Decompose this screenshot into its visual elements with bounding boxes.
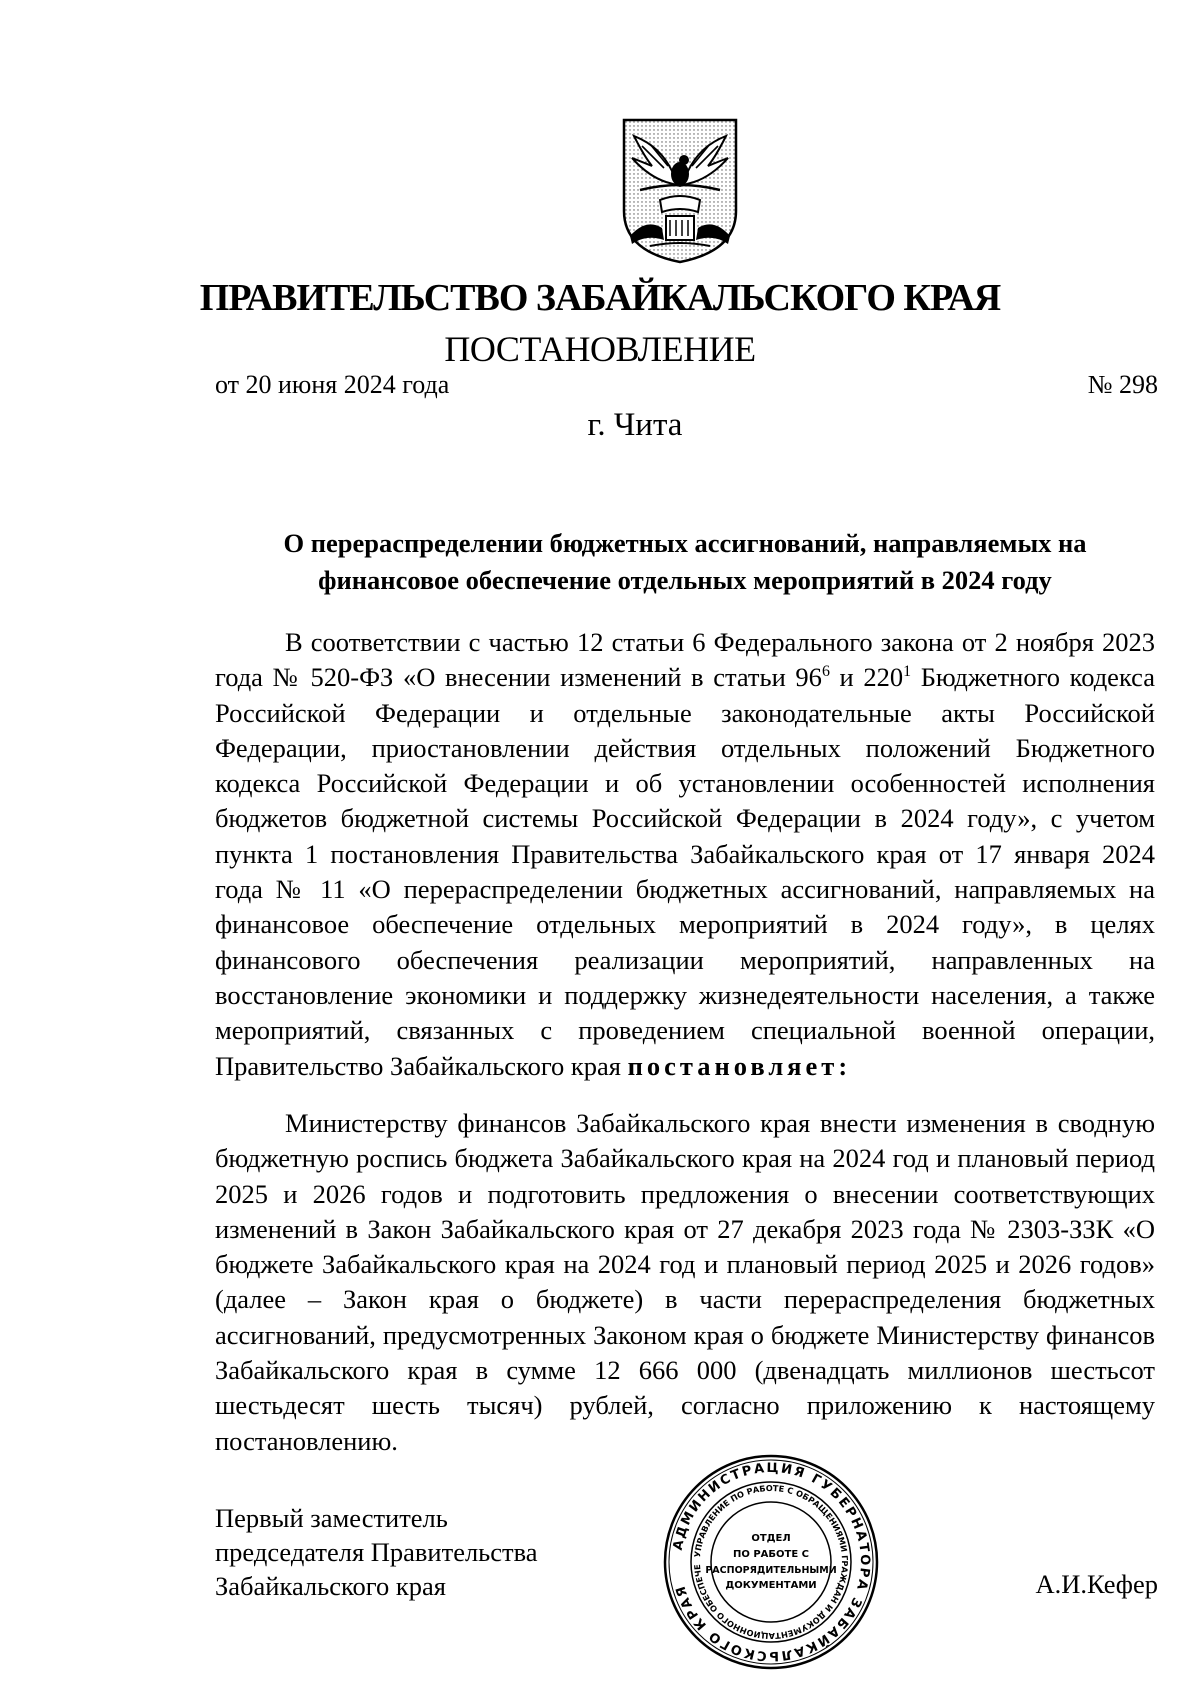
stamp-inner-ring-text: УПРАВЛЕНИЕ ПО РАБОТЕ С ОБРАЩЕНИЯМИ ГРАЖДАН И ДОКУМЕНТАЦИОННОГО ОБЕСПЕЧЕ — [691, 1482, 851, 1642]
document-date: от 20 июня 2024 года — [215, 370, 450, 399]
signatory-title-line: Забайкальского края — [215, 1571, 446, 1601]
document-city: г. Чита — [587, 407, 683, 443]
paragraph-instruction: Министерству финансов Забайкальского края внести изменения в сводную бюджетную роспись бюджета Забайкальского края на 2024 год и плановый период 2025 и 2026 годов и подготовить предложения о внесении соответствующих изменений в Закон Забайкальского края от 27 декабря 2023 года № 2303-ЗЗК «О бюджете Забайкальского края на 2024 год и плановый период 2025 и 2026 годов» (далее – Закон края о бюджете) в части перераспределения бюджетных ассигнований, предусмотренных Законом края о бюджете Министерству финансов Забайкальского края в сумме 12 666 000 (двенадцать миллионов шестьсот шестьдесят шесть тысяч) рублей, согласно приложению к настоящему постановлению. — [215, 1108, 1155, 1456]
organization-title: ПРАВИТЕЛЬСТВО ЗАБАЙКАЛЬСКОГО КРАЯ — [199, 277, 1001, 319]
document-subject — [215, 525, 1155, 599]
resolve-word: постановляет — [627, 1050, 839, 1081]
signatory-title — [215, 1501, 538, 1603]
document-type: ПОСТАНОВЛЕНИЕ — [444, 329, 756, 369]
superscript: 6 — [821, 663, 830, 681]
document-number: № 298 — [1087, 370, 1158, 399]
stamp-center-line: ДОКУМЕНТАМИ — [725, 1580, 817, 1591]
signatory-name: А.И.Кефер — [1035, 1569, 1158, 1599]
signatory-title-line: Первый заместитель — [215, 1503, 448, 1533]
subject-line: О перераспределении бюджетных ассигнований, направляемых на — [283, 528, 1087, 558]
paragraph-text: и 220 — [829, 662, 904, 693]
paragraph-text: Бюджетного кодекса Российской Федерации и отдельные законодательные акты Российской Федерации, приостановлении действия отдельных положений Бюджетного кодекса Российской Федерации и об установлении особенностей исполнения бюджетов бюджетной системы Российской Федерации в 2024 году», с учетом пункта 1 постановления Правительства Забайкальского края от 17 января 2024 года № 11 «О перераспределении бюджетных ассигнований, направляемых на финансовое обеспечение отдельных мероприятий в 2024 году», в целях финансового обеспечения реализации мероприятий, направленных на восстановление экономики и поддержку жизнедеятельности населения, а также мероприятий, связанных с проведением специальной военной операции, Правительство Забайкальского края — [215, 662, 1156, 1081]
stamp-center-line: РАСПОРЯДИТЕЛЬНЫМИ — [705, 1565, 837, 1576]
paragraph-text: В соответствии с частью 12 статьи 6 Федерального закона от 2 ноября 2023 года № 520-ФЗ «О внесении изменений в статьи 96 — [215, 627, 1155, 693]
stamp-center-line: ПО РАБОТЕ С — [732, 1549, 810, 1560]
superscript: 1 — [903, 663, 912, 681]
resolve-colon: : — [838, 1050, 848, 1081]
coat-of-arms-emblem — [620, 116, 740, 266]
official-stamp — [662, 1453, 880, 1671]
stamp-outer-ring-text: АДМИНИСТРАЦИЯ ГУБЕРНАТОРА ЗАБАЙКАЛЬСКОГО КРАЯ — [670, 1460, 873, 1664]
paragraph-basis — [215, 625, 1155, 1084]
signatory-title-line: председателя Правительства — [215, 1537, 538, 1567]
subject-line: финансовое обеспечение отдельных мероприятий в 2024 году — [318, 565, 1052, 595]
stamp-center-line: ОТДЕЛ — [751, 1533, 791, 1544]
